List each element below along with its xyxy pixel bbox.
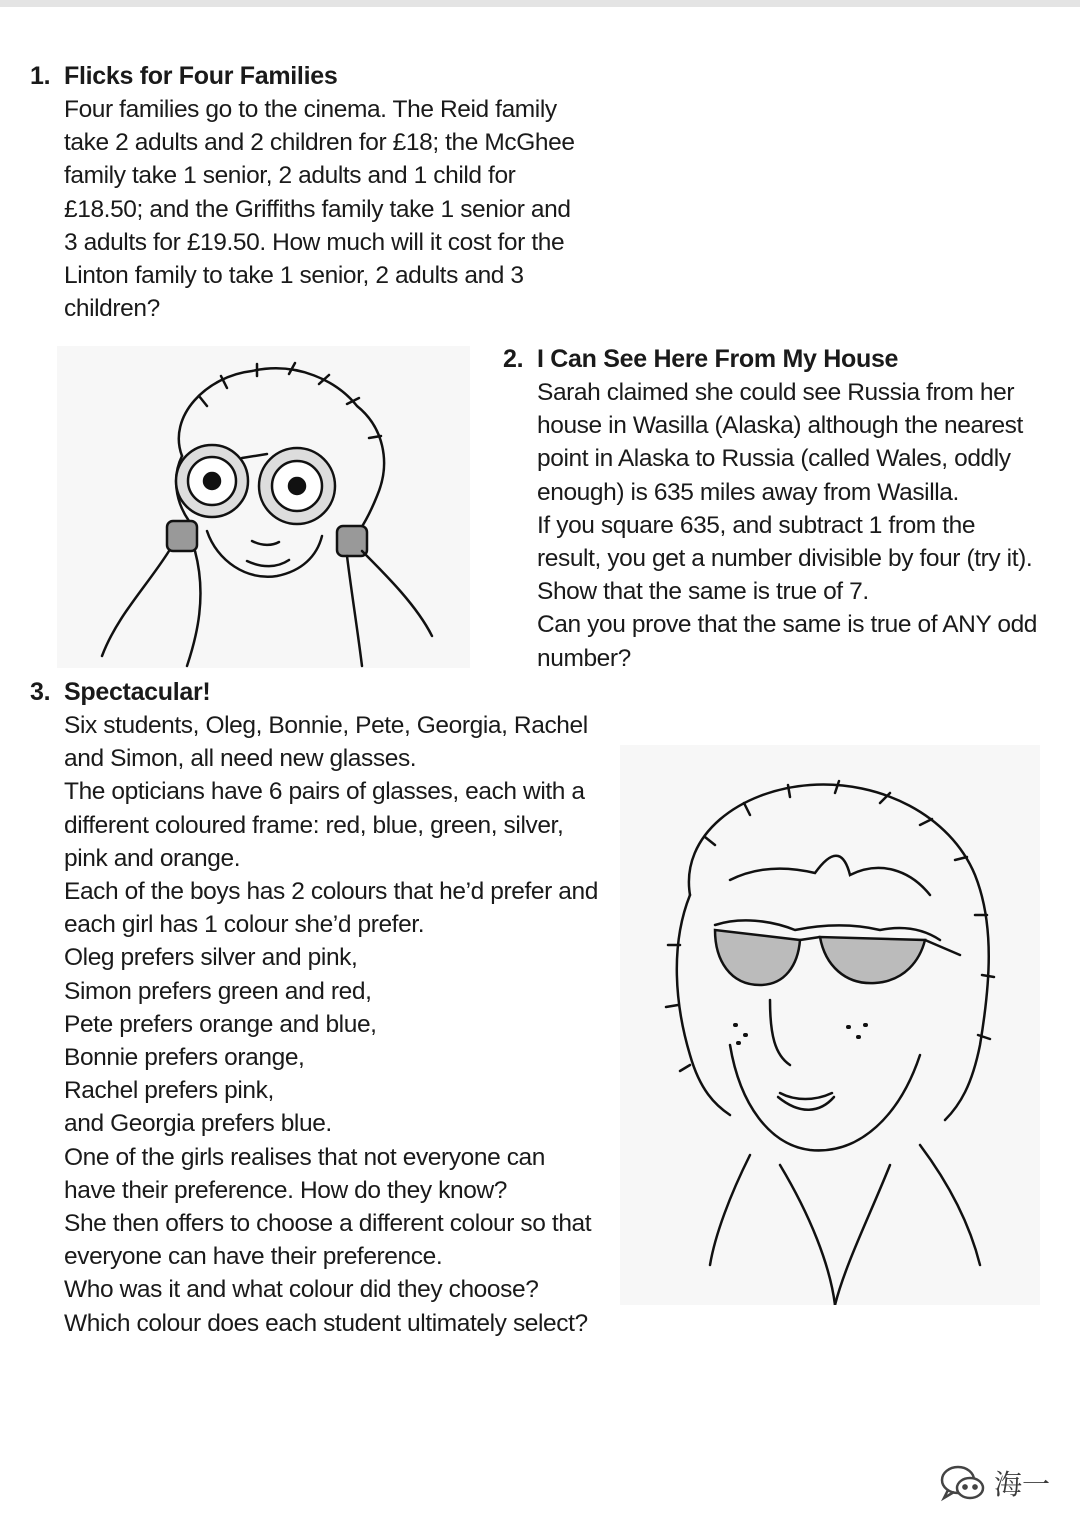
text-line: house in Wasilla (Alaska) although the nearest: [537, 412, 1023, 440]
text-line: The opticians have 6 pairs of glasses, each with a: [64, 778, 585, 806]
problem-1-heading: [30, 60, 650, 93]
problem-title: Spectacular!: [64, 678, 211, 706]
text-line: Four families go to the cinema. The Reid family: [64, 96, 557, 123]
text-line: have their preference. How do they know?: [64, 1176, 507, 1204]
problem-number: 2.: [503, 345, 524, 373]
text-line: Each of the boys has 2 colours that he’d prefer and: [64, 878, 598, 906]
text-line: family take 1 senior, 2 adults and 1 child for: [64, 162, 516, 190]
problem-1-body: [64, 93, 650, 325]
text-line: point in Alaska to Russia (called Wales, oddly: [537, 445, 1011, 473]
text-line: Pete prefers orange and blue,: [64, 1010, 377, 1038]
text-line: Which colour does each student ultimately select?: [64, 1309, 588, 1337]
top-bar: [0, 0, 1080, 7]
problem-1: [30, 60, 650, 325]
text-line: Rachel prefers pink,: [64, 1077, 274, 1105]
problem-3: [30, 676, 620, 1340]
text-line: children?: [64, 295, 160, 323]
text-line: 3 adults for £19.50. How much will it cost for the: [64, 228, 565, 256]
watermark-text: 海一: [994, 1469, 1051, 1500]
text-line: take 2 adults and 2 children for £18; the McGhee: [64, 129, 575, 157]
chat-bubbles-icon: [938, 1462, 988, 1504]
text-line: If you square 635, and subtract 1 from the: [537, 511, 976, 539]
text-line: Who was it and what colour did they choose?: [64, 1276, 539, 1304]
problem-number: 1.: [30, 62, 51, 90]
text-line: Six students, Oleg, Bonnie, Pete, Georgia, Rachel: [64, 712, 588, 739]
text-line: pink and orange.: [64, 844, 241, 872]
text-line: Bonnie prefers orange,: [64, 1044, 305, 1072]
text-line: different coloured frame: red, blue, green, silver,: [64, 811, 564, 839]
problem-2-heading: [503, 343, 1073, 376]
problem-title: I Can See Here From My House: [537, 345, 899, 373]
text-line: each girl has 1 colour she’d prefer.: [64, 911, 425, 939]
text-line: enough) is 635 miles away from Wasilla.: [537, 478, 959, 506]
text-line: £18.50; and the Griffiths family take 1 senior and: [64, 195, 571, 223]
text-line: Can you prove that the same is true of ANY odd: [537, 611, 1038, 639]
text-line: everyone can have their preference.: [64, 1243, 443, 1271]
text-line: Oleg prefers silver and pink,: [64, 944, 358, 972]
text-line: and Georgia prefers blue.: [64, 1110, 332, 1138]
text-line: Show that the same is true of 7.: [537, 578, 869, 606]
text-line: Sarah claimed she could see Russia from her: [537, 379, 1015, 406]
problem-number: 3.: [30, 678, 51, 706]
problem-2: [503, 343, 1073, 675]
text-line: number?: [537, 644, 631, 672]
problem-3-body: [64, 709, 620, 1340]
text-line: One of the girls realises that not everyone can: [64, 1143, 546, 1171]
text-line: Linton family to take 1 senior, 2 adults and 3: [64, 262, 524, 290]
problem-2-body: [537, 376, 1073, 675]
sunglasses-illustration: [620, 745, 1040, 1305]
text-line: and Simon, all need new glasses.: [64, 745, 417, 773]
problem-3-heading: [30, 676, 620, 709]
text-line: She then offers to choose a different colour so that: [64, 1210, 592, 1238]
problem-title: Flicks for Four Families: [64, 62, 338, 90]
text-line: Simon prefers green and red,: [64, 977, 372, 1005]
watermark: [938, 1462, 1050, 1504]
binoculars-illustration: [57, 346, 470, 668]
text-line: result, you get a number divisible by four (try it).: [537, 545, 1033, 573]
